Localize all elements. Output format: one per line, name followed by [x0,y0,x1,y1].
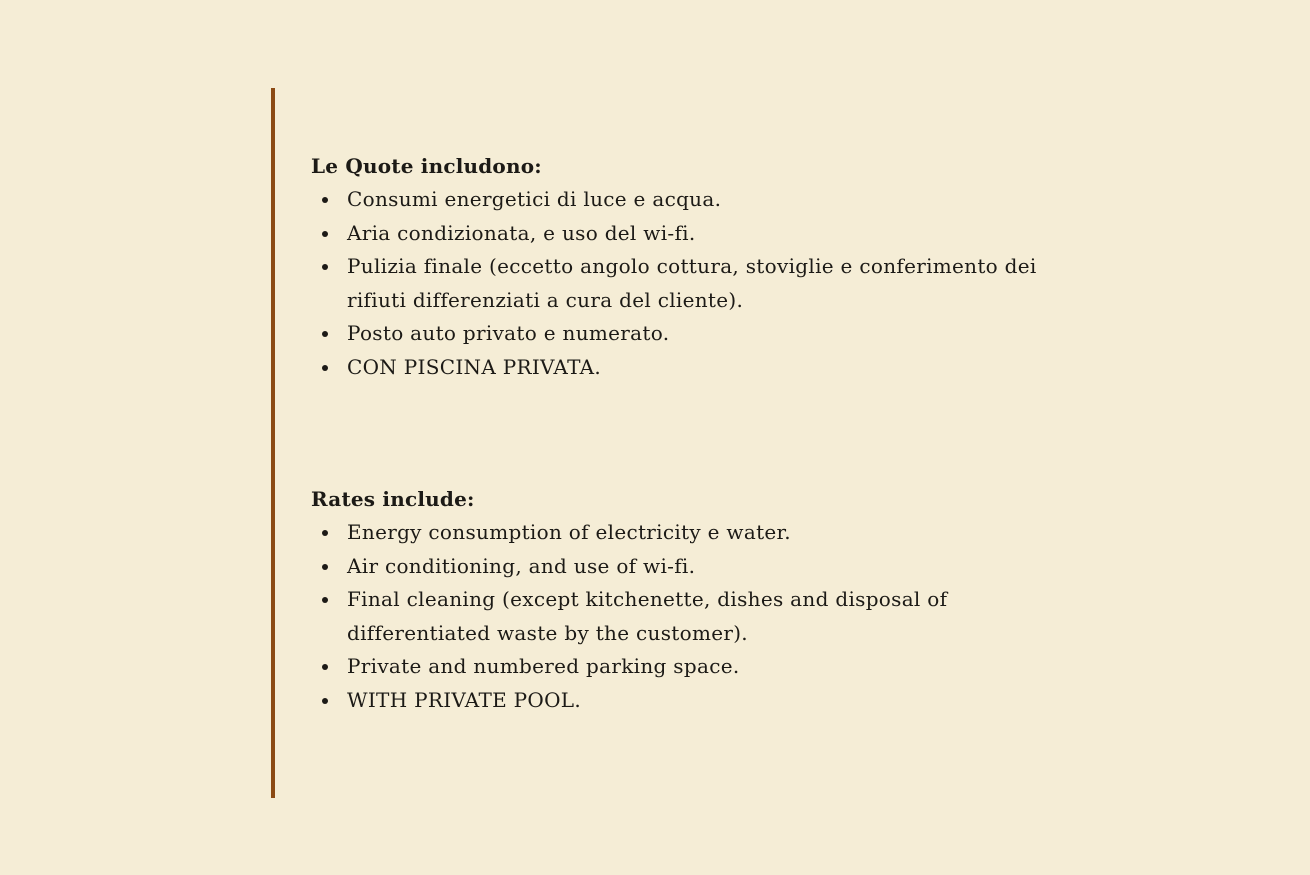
list-item [311,351,1131,385]
english-list [311,516,1131,717]
vertical-accent-bar [271,88,275,798]
bullet-icon [322,597,328,603]
list-item-text: Private and numbered parking space. [347,654,740,678]
list-item [311,583,1131,650]
list-item-text: Air conditioning, and use of wi-fi. [347,553,696,578]
list-item [311,516,1131,550]
list-item [311,183,1131,217]
bullet-icon [322,664,328,670]
list-item-text: Consumi energetici di luce e acqua. [347,187,722,211]
bullet-icon [322,530,328,536]
bullet-icon [322,365,328,371]
list-item-text: WITH PRIVATE POOL. [347,687,582,712]
list-item [311,217,1131,251]
italian-list [311,183,1131,384]
list-item-text: Aria condizionata, e uso del wi-fi. [347,220,696,245]
list-item [311,684,1131,718]
bullet-icon [322,231,328,237]
bullet-icon [322,331,328,337]
list-item [311,650,1131,684]
bullet-icon [322,564,328,570]
english-heading: Rates include: [311,487,475,511]
bullet-icon [322,698,328,704]
list-item [311,317,1131,351]
bullet-icon [322,264,328,270]
list-item [311,550,1131,584]
list-item-text: CON PISCINA PRIVATA. [347,354,602,379]
bullet-icon [322,197,328,203]
list-item-text: Energy consumption of electricity e water. [347,520,791,544]
english-section [311,483,1131,717]
italian-heading: Le Quote includono: [311,154,542,178]
italian-section [311,150,1131,384]
list-item-text: Pulizia finale (eccetto angolo cottura, stoviglie e conferimento dei rifiuti differenziati a cura del cliente). [347,254,1037,312]
list-item-text: Final cleaning (except kitchenette, dishes and disposal of differentiated waste by the customer). [347,587,948,645]
list-item [311,250,1131,317]
rates-content [311,150,1131,717]
list-item-text: Posto auto privato e numerato. [347,321,670,345]
